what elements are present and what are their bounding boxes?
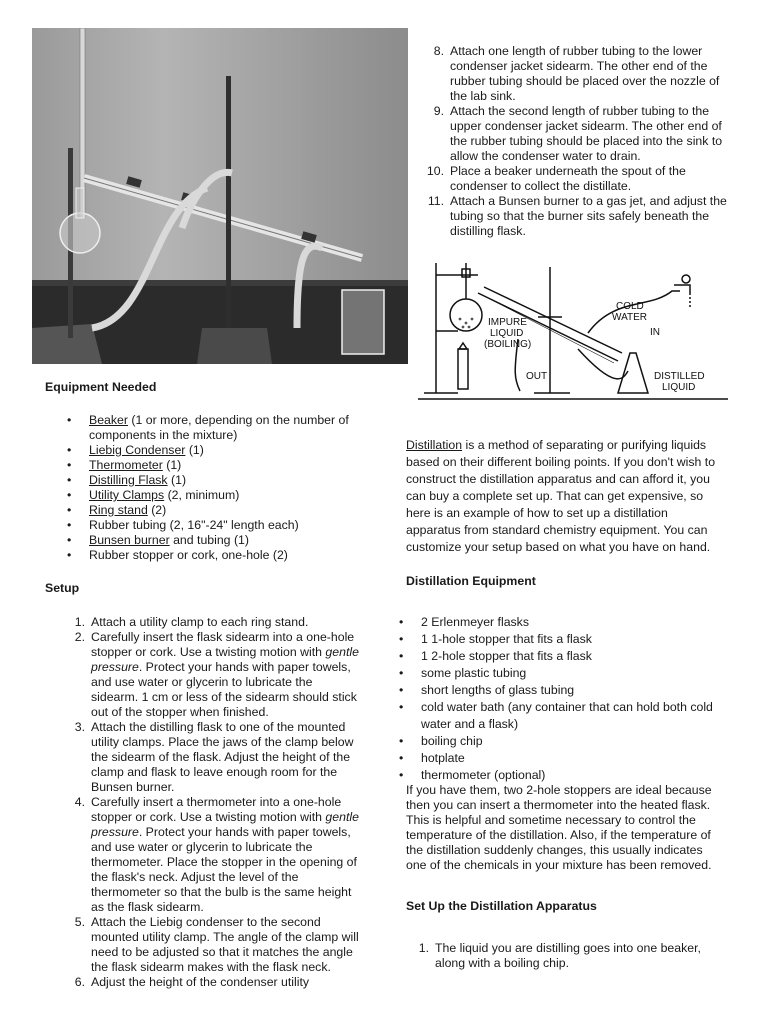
list-item: • Distilling Flask (1) (65, 473, 372, 488)
right-column (406, 44, 736, 971)
list-item: • cold water bath (any container that can hold both cold water and a flask) (397, 699, 717, 733)
beaker-link[interactable]: Beaker (89, 413, 128, 427)
list-item: • boiling chip (397, 733, 717, 750)
list-item: • Bunsen burner and tubing (1) (65, 533, 372, 548)
thermometer-link[interactable]: Thermometer (89, 458, 163, 472)
label-distilled-liquid: LIQUID (662, 382, 696, 393)
list-item: • Ring stand (2) (65, 503, 372, 518)
apparatus-heading: Set Up the Distillation Apparatus (406, 899, 597, 913)
list-item: 10. Place a beaker underneath the spout of the condenser to collect the distillate. (426, 164, 686, 193)
label-out: OUT (526, 371, 548, 382)
label-water: WATER (612, 312, 647, 323)
list-item: 1. Attach a utility clamp to each ring stand. (74, 615, 309, 629)
list-item: • hotplate (397, 750, 717, 767)
distilling-flask-link[interactable]: Distilling Flask (89, 473, 168, 487)
list-item: 11. Attach a Bunsen burner to a gas jet, and adjust the tubing so that the burner sits safely beneath the distilling flask. (427, 194, 727, 238)
label-cold: COLD (616, 301, 644, 312)
label-in: IN (650, 327, 660, 338)
utility-clamps-link[interactable]: Utility Clamps (89, 488, 165, 502)
label-boiling: (BOILING) (484, 339, 532, 350)
distillation-link[interactable]: Distillation (406, 438, 463, 452)
list-item: • Liebig Condenser (1) (65, 443, 372, 458)
list-item: • Thermometer (1) (65, 458, 372, 473)
left-column (32, 28, 372, 990)
apparatus-steps (409, 941, 725, 971)
stopper-note: If you have them, two 2-hole stoppers are ideal because then you can insert a thermometer into the heated flask. This is helpful and sometime necessary to control the temperature of the distillation. Also, if the temperature of the distillation suddenly changes, this usually indicates one of the chemicals in your mixture has been removed. (406, 783, 712, 872)
intro-paragraph: Distillation is a method of separating or purifying liquids based on their different boiling points. If you don't wish to construct the distillation apparatus and can afford it, you can buy a complete set up. That can get expensive, so here is an example of how to set up a distillation apparatus from standard chemistry equipment. You can customize your setup based on what you have on hand. (406, 438, 716, 554)
label-liquid: LIQUID (490, 328, 524, 339)
list-item: 6. Adjust the height of the condenser utility (74, 975, 310, 989)
list-item: 2. Carefully insert the flask sidearm into a one-hole stopper or cork. Use a twisting motion with gentle pressure. Protect your hands with paper towels, and use water or glycerin to lubricate the sidearm. 1 cm or less of the sidearm should stick out of the stopper when finished. (74, 630, 359, 719)
list-item: • Rubber tubing (2, 16"-24" length each) (65, 518, 372, 533)
label-impure: IMPURE (488, 317, 527, 328)
distillation-equipment-list (397, 614, 717, 784)
list-item: • some plastic tubing (397, 665, 717, 682)
liebig-condenser-link[interactable]: Liebig Condenser (89, 443, 186, 457)
list-item: • 1 2-hole stopper that fits a flask (397, 648, 717, 665)
distillation-diagram (418, 253, 728, 403)
list-item: • 1 1-hole stopper that fits a flask (397, 631, 717, 648)
list-item: • Utility Clamps (2, minimum) (65, 488, 372, 503)
list-item: • Beaker (1 or more, depending on the number of components in the mixture) (65, 413, 372, 443)
list-item: • 2 Erlenmeyer flasks (397, 614, 717, 631)
setup-heading: Setup (45, 581, 80, 595)
list-item: 3. Attach the distilling flask to one of the mounted utility clamps. Place the jaws of the clamp below the sidearm of the flask. Adjust the height of the clamp and flask to leave enough room for the Bunsen burner. (74, 720, 354, 794)
distillation-apparatus-photo (32, 28, 408, 364)
list-item: • Rubber stopper or cork, one-hole (2) (65, 548, 372, 563)
setup-steps-continued (424, 44, 732, 239)
distillation-equipment-heading: Distillation Equipment (406, 574, 536, 588)
list-item: • thermometer (optional) (397, 767, 717, 784)
equipment-list (65, 413, 372, 563)
list-item: 9. Attach the second length of rubber tubing to the upper condenser jacket sidearm. The other end of the rubber tubing should be placed into the sink to allow the condenser water to drain. (433, 104, 723, 163)
list-item: 1. The liquid you are distilling goes into one beaker, along with a boiling chip. (418, 941, 701, 970)
list-item: 4. Carefully insert a thermometer into a one-hole stopper or cork. Use a twisting motion with gentle pressure. Protect your hands with paper towels, and use water or glycerin to lubricate the thermometer. Place the stopper in the opening of the flask's neck. Adjust the level of the thermometer so that the bulb is the same height as the flask sidearm. (74, 795, 359, 914)
setup-steps (65, 615, 361, 990)
list-item: 5. Attach the Liebig condenser to the second mounted utility clamp. The angle of the clamp will need to be adjusted so that it matches the angle the flask sidearm makes with the flask neck. (74, 915, 359, 974)
equipment-heading: Equipment Needed (45, 380, 157, 394)
label-distilled: DISTILLED (654, 371, 705, 382)
list-item: 8. Attach one length of rubber tubing to the lower condenser jacket sidearm. The other end of the rubber tubing should be placed over the nozzle of the lab sink. (433, 44, 720, 103)
list-item: • short lengths of glass tubing (397, 682, 717, 699)
ring-stand-link[interactable]: Ring stand (89, 503, 148, 517)
bunsen-burner-link[interactable]: Bunsen burner (89, 533, 170, 547)
